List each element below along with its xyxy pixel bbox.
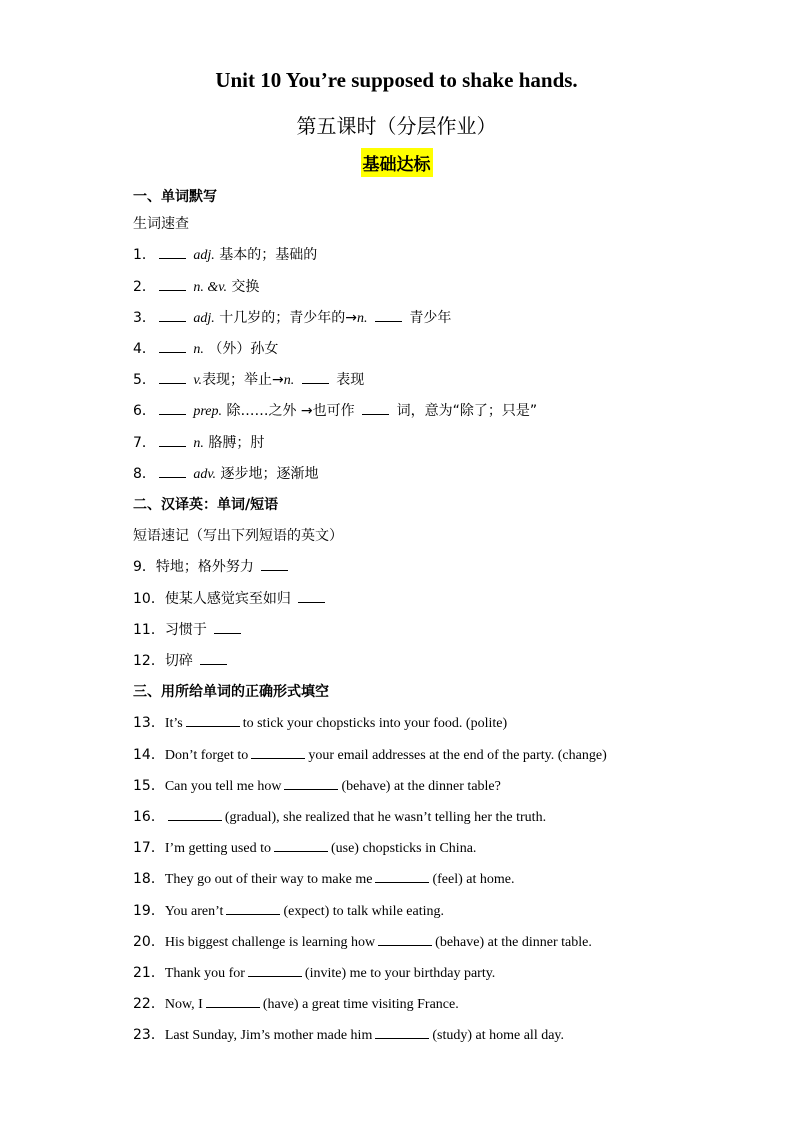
sentence-before: Can you tell me how [164,779,282,794]
item-number: 21． [133,965,165,981]
sentence-before: They go out of their way to make me [164,872,373,887]
vocab-item [133,369,364,389]
definition: 交换 [231,279,260,295]
item-number: 5． [133,372,156,388]
answer-blank[interactable] [284,775,338,790]
item-number: 12． [133,653,165,669]
item-number: 8． [133,466,156,482]
item-number: 18． [133,871,165,887]
sentence-after: (have) a great time visiting France. [262,997,459,1012]
item-number: 13． [133,715,165,731]
answer-blank[interactable] [214,619,241,634]
phrase-item [133,619,244,639]
answer-blank[interactable] [261,556,288,571]
fill-item [133,837,476,857]
sentence-before: Last Sunday, Jim’s mother made him [164,1028,373,1043]
part-of-speech: n. [193,342,204,357]
vocab-item [133,276,259,296]
definition-2: 青少年 [409,310,452,326]
answer-blank[interactable] [159,432,186,447]
answer-blank[interactable] [159,276,186,291]
sentence-before: You aren’t [164,904,224,919]
answer-blank[interactable] [378,931,432,946]
sentence-after: (invite) me to your birthday party. [304,966,496,981]
definition: 除……之外 →也可作 [226,403,355,419]
fill-item [133,806,546,826]
answer-blank[interactable] [302,369,329,384]
answer-blank[interactable] [200,650,227,665]
fill-item [133,744,607,764]
part-of-speech: n. &v. [193,280,227,295]
sentence-before: I’m getting used to [164,841,271,856]
answer-blank[interactable] [159,369,186,384]
item-number: 22． [133,996,165,1012]
item-number: 9． [133,559,156,575]
answer-blank[interactable] [251,744,305,759]
answer-blank[interactable] [159,338,186,353]
lesson-subtitle: 第五课时（分层作业） [296,114,497,138]
definition: （外）孙女 [208,341,279,357]
item-number: 16． [133,809,165,825]
item-number: 15． [133,778,165,794]
sentence-after: (gradual), she realized that he wasn’t telling her the truth. [224,810,547,825]
definition: 胳膊；肘 [208,435,265,451]
answer-blank[interactable] [375,1024,429,1039]
sentence-before: It’s [164,716,183,731]
phrase-text: 习惯于 [164,622,207,638]
phrase-text: 特地；格外努力 [155,559,254,575]
part-of-speech: n. [193,436,204,451]
sentence-before: Don’t forget to [164,748,249,763]
answer-blank[interactable] [168,806,222,821]
sentence-after: (study) at home all day. [432,1028,565,1043]
fill-item [133,868,514,888]
fill-item [133,962,495,982]
phrase-item [133,588,328,608]
answer-blank[interactable] [248,962,302,977]
vocab-item [133,463,319,483]
part-of-speech: adj. [193,311,215,326]
definition: 表现；举止→ [202,372,284,388]
phrase-text: 切碎 [164,653,193,669]
answer-blank[interactable] [206,993,260,1008]
part-of-speech: v. [193,373,203,388]
definition: 十几岁的；青少年的→ [219,310,357,326]
part-of-speech: prep. [193,404,223,419]
answer-blank[interactable] [298,588,325,603]
definition: 基本的；基础的 [219,247,318,263]
item-number: 7． [133,435,156,451]
fill-item [133,900,444,920]
answer-blank[interactable] [159,244,186,259]
item-number: 19． [133,903,165,919]
vocab-item [133,432,264,452]
sentence-after: (feel) at home. [432,872,515,887]
answer-blank[interactable] [159,400,186,415]
vocab-item [133,338,278,358]
item-number: 17． [133,840,165,856]
phrase-item [133,650,230,670]
item-number: 3． [133,310,156,326]
phrase-text: 使某人感觉宾至如归 [164,591,291,607]
answer-blank[interactable] [186,712,240,727]
part-of-speech: adv. [193,467,217,482]
answer-blank[interactable] [274,837,328,852]
sentence-before: Thank you for [164,966,245,981]
definition-2: 词，意为“除了；只是” [396,403,538,419]
answer-blank[interactable] [159,307,186,322]
vocab-item [133,400,537,420]
sentence-after: to stick your chopsticks into your food. (polite) [242,716,508,731]
phrase-item [133,556,291,576]
sentence-before: His biggest challenge is learning how [164,935,376,950]
answer-blank[interactable] [226,900,280,915]
answer-blank[interactable] [159,463,186,478]
page-title: Unit 10 You’re supposed to shake hands. [215,68,578,92]
fill-item [133,712,507,732]
sentence-after: (expect) to talk while eating. [283,904,444,919]
answer-blank[interactable] [375,307,402,322]
part-of-speech: adj. [193,248,215,263]
section1-subheading: 生词速查 [133,216,189,232]
sentence-after: (behave) at the dinner table? [341,779,501,794]
sentence-after: your email addresses at the end of the party. (change) [308,748,607,763]
definition: 逐步地；逐渐地 [220,466,319,482]
answer-blank[interactable] [362,400,389,415]
sentence-before: Now, I [164,997,203,1012]
section2-heading: 二、汉译英：单词/短语 [133,497,279,513]
sentence-after: (use) chopsticks in China. [330,841,477,856]
section1-heading: 一、单词默写 [133,189,217,205]
fill-item [133,1024,564,1044]
item-number: 1． [133,247,156,263]
item-number: 10． [133,591,165,607]
vocab-item [133,307,451,327]
answer-blank[interactable] [375,868,429,883]
section2-subheading: 短语速记（写出下列短语的英文） [133,528,343,544]
item-number: 2． [133,279,156,295]
vocab-item [133,244,317,264]
item-number: 14． [133,747,165,763]
level-label: 基础达标 [361,148,433,177]
part-of-speech-2: n. [283,373,295,388]
fill-item [133,775,501,795]
definition-2: 表现 [336,372,365,388]
item-number: 11． [133,622,165,638]
item-number: 4． [133,341,156,357]
fill-item [133,931,592,951]
item-number: 6． [133,403,156,419]
section3-heading: 三、用所给单词的正确形式填空 [133,684,329,700]
fill-item [133,993,459,1013]
item-number: 20． [133,934,165,950]
item-number: 23． [133,1027,165,1043]
sentence-after: (behave) at the dinner table. [435,935,592,950]
part-of-speech-2: n. [356,311,368,326]
